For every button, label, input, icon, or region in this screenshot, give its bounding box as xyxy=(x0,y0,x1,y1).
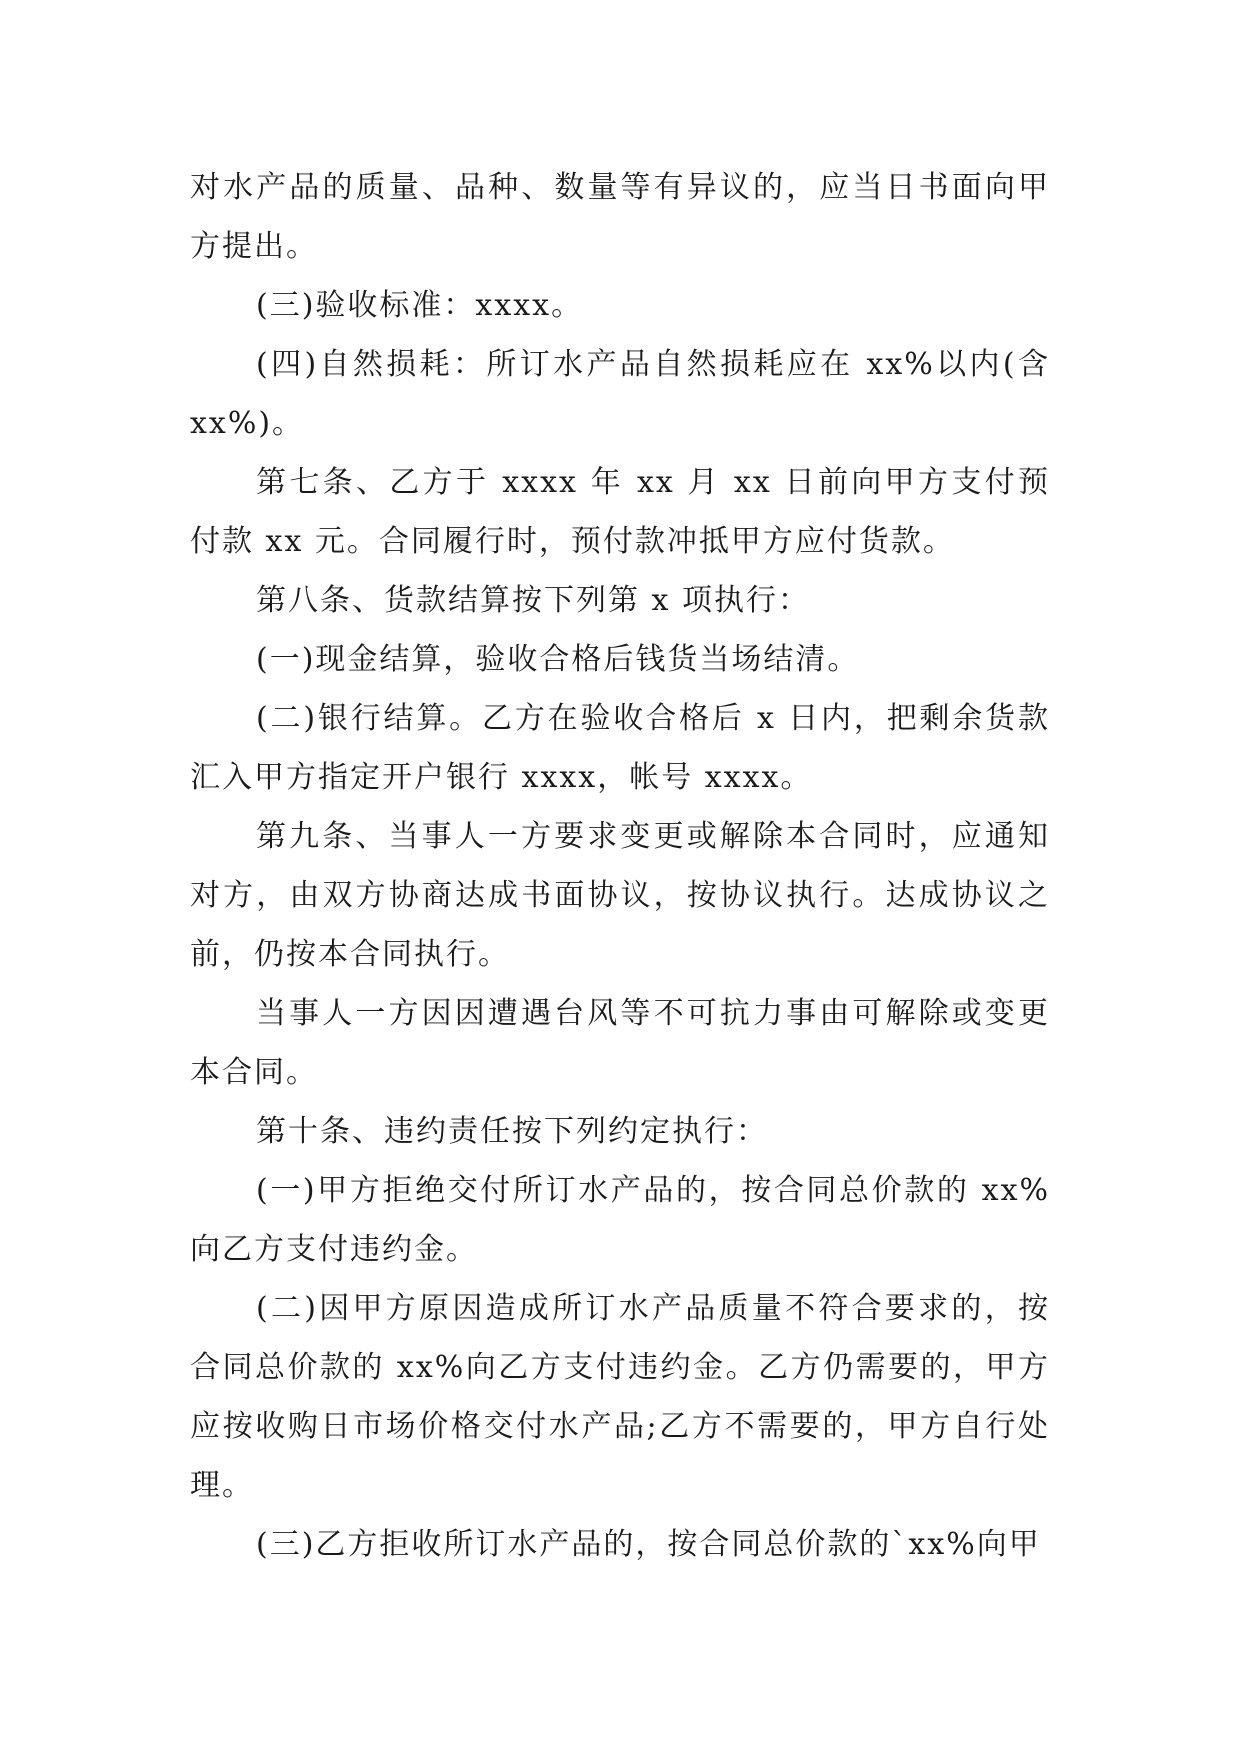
paragraph-refuse-delivery: (一)甲方拒绝交付所订水产品的，按合同总价款的 xx%向乙方支付违约金。 xyxy=(190,1173,1050,1267)
paragraph-quality-objection: 对水产品的质量、品种、数量等有异议的，应当日书面向甲方提出。 xyxy=(190,170,1050,264)
paragraph-article-9: 第九条、当事人一方要求变更或解除本合同时，应通知对方，由双方协商达成书面协议，按协议执行。达成协议之前，仍按本合同执行。 xyxy=(190,819,1050,972)
paragraph-refuse-receipt: (三)乙方拒收所订水产品的，按合同总价款的`xx%向甲 xyxy=(256,1527,1041,1562)
paragraph-acceptance-standard: (三)验收标准：xxxx。 xyxy=(256,288,584,323)
paragraph-quality-breach: (二)因甲方原因造成所订水产品质量不符合要求的，按合同总价款的 xx%向乙方支付违约金。乙方仍需要的，甲方应按收购日市场价格交付水产品;乙方不需要的，甲方自行处理。 xyxy=(190,1291,1050,1503)
paragraph-cash-settlement: (一)现金结算，验收合格后钱货当场结清。 xyxy=(256,642,860,677)
paragraph-article-10: 第十条、违约责任按下列约定执行： xyxy=(256,1114,768,1149)
paragraph-article-7: 第七条、乙方于 xxxx 年 xx 月 xx 日前向甲方支付预付款 xx 元。合同履行时，预付款冲抵甲方应付货款。 xyxy=(190,465,1050,559)
paragraph-article-8: 第八条、货款结算按下列第 x 项执行： xyxy=(256,583,810,618)
document-body xyxy=(190,158,1050,1574)
paragraph-bank-settlement: (二)银行结算。乙方在验收合格后 x 日内，把剩余货款汇入甲方指定开户银行 xxxx，帐号 xxxx。 xyxy=(190,701,1050,795)
paragraph-force-majeure: 当事人一方因因遭遇台风等不可抗力事由可解除或变更本合同。 xyxy=(190,996,1050,1090)
paragraph-natural-loss: (四)自然损耗：所订水产品自然损耗应在 xx%以内(含 xx%)。 xyxy=(190,347,1050,441)
